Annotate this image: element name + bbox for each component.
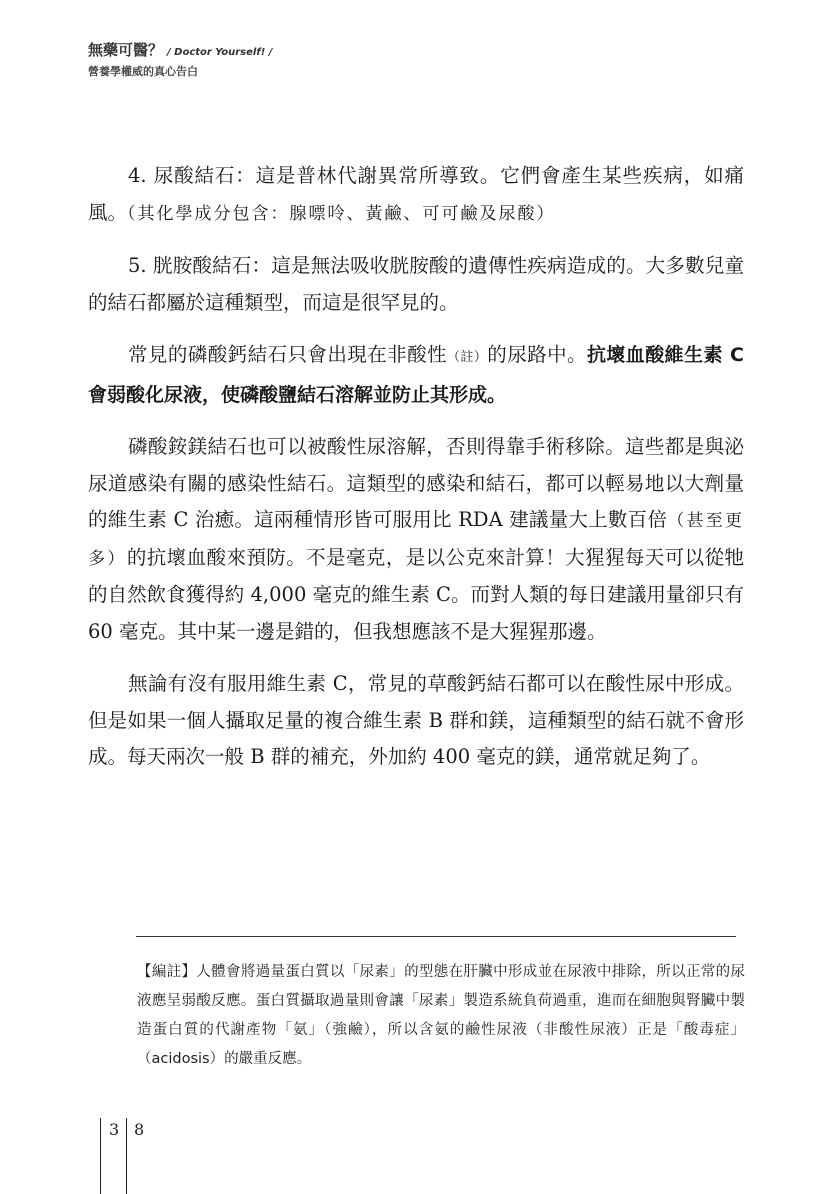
- footnote-divider: [136, 936, 736, 937]
- paragraph-calcium-oxalate: 無論有沒有服用維生素 C，常見的草酸鈣結石都可以在酸性尿中形成。但是如果一個人攝取足量的複合維生素 B 群和鎂，這種類型的結石就不會形成。每天兩次一般 B 群的補充，外加約 400 毫克的鎂，通常就足夠了。: [88, 672, 744, 768]
- calcium-phosphate-text: 常見的磷酸鈣結石只會出現在非酸性: [128, 343, 447, 366]
- paragraph-calcium-phosphate: [88, 337, 744, 413]
- struvite-parenthetical: （甚至更多）: [88, 511, 744, 569]
- paragraph-uric-acid-stones: [88, 158, 744, 232]
- folio-rule-left: [100, 1118, 101, 1194]
- book-subtitle: 營養學權威的真心告白: [88, 65, 198, 78]
- note-reference: （註）: [446, 350, 488, 365]
- page-number-digit-1: 3: [109, 1120, 120, 1139]
- paragraph-struvite-stones: [88, 429, 744, 650]
- uric-acid-intro: 4. 尿酸結石：這是普林代謝異常所導致。它們會產生某些疾病，如痛風。: [88, 164, 744, 224]
- struvite-text-cont: 的抗壞血酸來預防。不是毫克，是以公克來計算！大猩猩每天可以從牠的自然飲食獲得約 4,000 毫克的維生素 C。而對人類的每日建議用量卻只有 60 毫克。其中某一邊是錯的，但我想應該不是大猩猩那邊。: [88, 545, 744, 643]
- vitamin-c-emphasis: 抗壞血酸維生素 C 會弱酸化尿液，使磷酸鹽結石溶解並防止其形成。: [88, 344, 744, 406]
- english-title: / Doctor Yourself! /: [167, 47, 273, 58]
- footnote-text: 【編註】人體會將過量蛋白質以「尿素」的型態在肝臟中形成並在尿液中排除，所以正常的尿液應呈弱酸反應。蛋白質攝取過量則會讓「尿素」製造系統負荷過重，進而在細胞與腎臟中製造蛋白質的代謝產物「氨」（強鹼），所以含氨的鹼性尿液（非酸性尿液）正是「酸毒症」（acidosis）的嚴重反應。: [137, 964, 745, 1067]
- calcium-phosphate-text-cont: 的尿路中。: [487, 343, 587, 366]
- running-header: [88, 40, 272, 80]
- main-text: [88, 158, 744, 776]
- page-number-digit-2: 8: [134, 1120, 145, 1139]
- header-title-line: [88, 40, 272, 63]
- struvite-text: 磷酸銨鎂結石也可以被酸性尿溶解，否則得靠手術移除。這些都是與泌尿道感染有關的感染性結石。這類型的感染和結石，都可以輕易地以大劑量的維生素 C 治癒。這兩種情形皆可服用比 RDA 建議量大上數百倍: [88, 435, 744, 531]
- book-title: 無藥可醫？: [88, 41, 164, 59]
- paragraph-cystine-stones: 5. 胱胺酸結石：這是無法吸收胱胺酸的遺傳性疾病造成的。大多數兒童的結石都屬於這種類型，而這是很罕見的。: [88, 254, 744, 314]
- folio-rule-right: [126, 1118, 127, 1194]
- uric-acid-composition: （其化學成分包含：腺嘌呤、黃鹼、可可鹼及尿酸）: [127, 203, 556, 224]
- editor-footnote: [137, 958, 745, 1074]
